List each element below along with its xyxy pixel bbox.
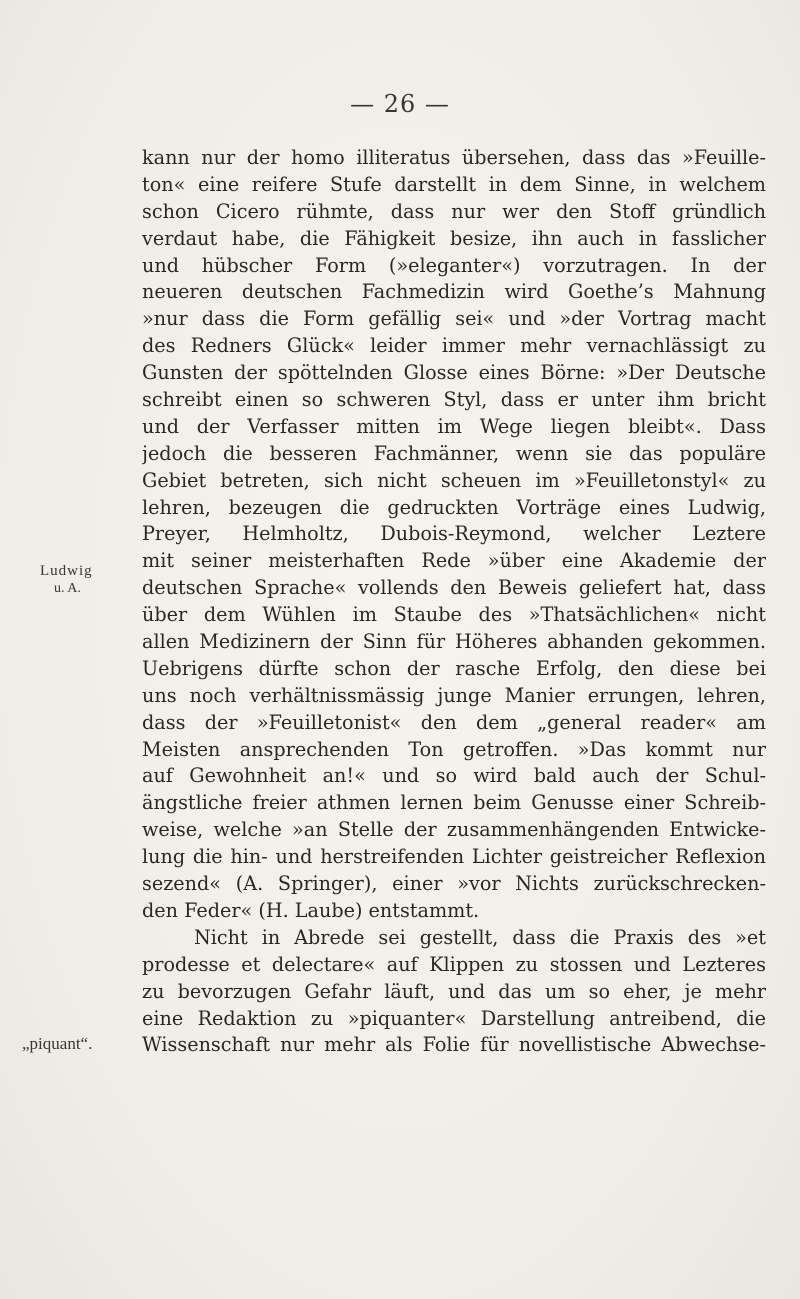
text-line: über dem Wühlen im Staube des »Thatsächlichen« nicht	[142, 603, 766, 627]
text-line: Gunsten der spöttelnden Glosse eines Börne: »Der Deutsche	[142, 361, 766, 385]
margin-note-ludwig-line2: u. A.	[54, 581, 81, 596]
text-line: Preyer, Helmholtz, Dubois-Reymond, welcher Leztere	[142, 522, 766, 546]
text-line: den Feder« (H. Laube) entstammt.	[142, 898, 480, 922]
text-line: »nur dass die Form gefällig sei« und »der Vortrag macht	[142, 307, 766, 331]
text-line: des Redners Glück« leider immer mehr vernachlässigt zu	[142, 334, 766, 358]
text-line: verdaut habe, die Fähigkeit besize, ihn auch in fasslicher	[142, 226, 766, 250]
text-line: ängstliche freier athmen lernen beim Genusse einer Schreib-	[142, 791, 766, 815]
text-line: dass der »Feuilletonist« den dem „general reader« am	[142, 710, 766, 734]
text-line: schreibt einen so schweren Styl, dass er unter ihm bricht	[142, 388, 766, 412]
text-line: und der Verfasser mitten im Wege liegen bleibt«. Dass	[142, 414, 766, 438]
text-line: weise, welche »an Stelle der zusammenhängenden Entwicke-	[142, 818, 766, 842]
text-line: prodesse et delectare« auf Klippen zu stossen und Lezteres	[142, 952, 766, 976]
text-line: lehren, bezeugen die gedruckten Vorträge eines Ludwig,	[142, 495, 766, 519]
text-line: mit seiner meisterhaften Rede »über eine Akademie der	[142, 549, 766, 573]
text-line: auf Gewohnheit an!« und so wird bald auch der Schul-	[142, 764, 766, 788]
text-line: und hübscher Form (»eleganter«) vorzutragen. In der	[142, 253, 766, 277]
body-text	[142, 145, 766, 1059]
margin-note-ludwig	[40, 563, 130, 597]
text-line: Wissenschaft nur mehr als Folie für novellistische Abwechse-	[142, 1033, 766, 1057]
text-line: sezend« (A. Springer), einer »vor Nichts zurückschrecken-	[142, 872, 766, 896]
text-line: zu bevorzugen Gefahr läuft, und das um so eher, je mehr	[142, 979, 766, 1003]
text-line: jedoch die besseren Fachmänner, wenn sie das populäre	[142, 441, 766, 465]
text-line: lung die hin- und herstreifenden Lichter geistreicher Reflexion	[142, 845, 766, 869]
text-line: Gebiet betreten, sich nicht scheuen im »Feuilletonstyl« zu	[142, 468, 766, 492]
text-line: Nicht in Abrede sei gestellt, dass die Praxis des »et	[194, 925, 766, 949]
text-line: neueren deutschen Fachmedizin wird Goethe’s Mahnung	[142, 280, 766, 304]
text-line: eine Redaktion zu »piquanter« Darstellung antreibend, die	[142, 1006, 766, 1030]
text-line: Uebrigens dürfte schon der rasche Erfolg, den diese bei	[142, 656, 766, 680]
text-line: ton« eine reifere Stufe darstellt in dem Sinne, in welchem	[142, 172, 766, 196]
text-line: schon Cicero rühmte, dass nur wer den Stoff gründlich	[142, 199, 766, 223]
margin-note-ludwig-line1: Ludwig	[40, 563, 93, 579]
text-line: uns noch verhältnissmässig junge Manier errungen, lehren,	[142, 683, 766, 707]
page-number: — 26 —	[350, 90, 450, 118]
text-line: Meisten ansprechenden Ton getroffen. »Das kommt nur	[142, 737, 766, 761]
text-line: kann nur der homo illiteratus übersehen, dass das »Feuille-	[142, 146, 766, 169]
text-line: deutschen Sprache« vollends den Beweis geliefert hat, dass	[142, 576, 766, 600]
margin-note-piquant: „piquant“.	[22, 1034, 93, 1053]
text-line: allen Medizinern der Sinn für Höheres abhanden gekommen.	[142, 630, 766, 654]
